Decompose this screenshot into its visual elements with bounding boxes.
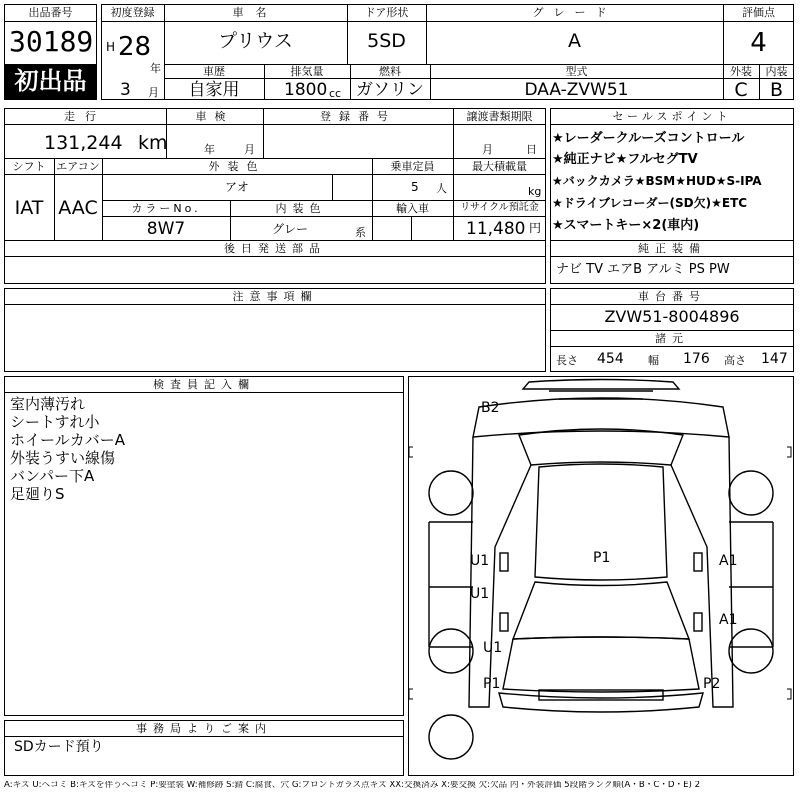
load-label: 最大積載量 <box>472 160 527 173</box>
right-side-outline <box>671 437 733 707</box>
inspection-label: 車検 <box>195 110 234 123</box>
height-value: 147 <box>761 351 788 367</box>
width-value: 176 <box>683 351 710 367</box>
first-reg-label: 初度登録 <box>110 6 155 19</box>
model-value: DAA-ZVW51 <box>524 80 629 100</box>
displacement-unit: cc <box>329 87 342 100</box>
front-bumper-outline <box>523 380 679 390</box>
sales-point-5: ★スマートキー×2(車内) <box>552 218 700 233</box>
right-mirror <box>694 553 702 571</box>
shift-label: シフト <box>12 160 46 173</box>
capacity-label: 乗車定員 <box>390 160 435 173</box>
car-outline-diagram <box>409 377 793 775</box>
front-right-wheel <box>729 471 773 515</box>
left-side-outline <box>469 437 531 707</box>
door-label: ドア形状 <box>364 6 409 19</box>
equipment-value: ナビ TV エアB アルミ PS PW <box>556 262 730 277</box>
right-rear-bracket <box>787 689 791 699</box>
inspector-label: 検査員記入欄 <box>153 378 255 391</box>
left-rear-bracket <box>409 689 413 699</box>
sales-point-4: ★ドライブレコーダー(SD欠)★ETC <box>552 196 748 210</box>
fuel-label: 燃料 <box>379 65 401 78</box>
mileage-unit: km <box>138 132 168 154</box>
inspection-month-unit: 月 <box>244 143 255 156</box>
mark-a1-right-front: A1 <box>719 553 738 569</box>
rear-left-wheel <box>429 629 473 673</box>
notes-label: 注意事項欄 <box>232 290 318 303</box>
mark-a1-right-rear: A1 <box>719 612 738 628</box>
history-label: 車歴 <box>203 65 225 78</box>
trunk-outline <box>503 637 699 692</box>
shift-value: IAT <box>14 197 44 219</box>
mark-u1-left-rear: U1 <box>470 586 490 602</box>
car-name: プリウス <box>218 30 293 52</box>
color-value: アオ <box>225 180 249 194</box>
mileage-value: 131,244 <box>44 132 123 154</box>
sales-point-1: ★レーダークルーズコントロール <box>552 131 745 146</box>
displacement-value: 1800 <box>284 80 328 100</box>
inspector-line-4: 外装うすい線傷 <box>10 449 116 467</box>
exterior-grade: C <box>734 79 748 101</box>
lot-number: 30189 <box>9 25 94 58</box>
inspector-line-1: 室内薄汚れ <box>10 395 86 413</box>
spare-wheel <box>429 715 473 759</box>
chassis-label: 車台番号 <box>638 290 706 303</box>
mark-u1-left-front: U1 <box>470 553 490 569</box>
left-mirror-2 <box>500 613 508 631</box>
ac-label: エアコン <box>56 160 100 173</box>
reg-year: 28 <box>118 32 152 62</box>
interior-label: 内装 <box>765 65 788 78</box>
recycle-value: 11,480 <box>466 219 526 239</box>
score-label: 評価点 <box>742 6 775 19</box>
mark-b2: B2 <box>481 400 500 416</box>
right-doors-outline <box>729 522 773 647</box>
int-color-label: 内装色 <box>275 202 327 215</box>
mark-p1-rear: P1 <box>483 676 501 692</box>
displacement-label: 排気量 <box>290 65 324 78</box>
office-value: SDカード預り <box>14 739 104 755</box>
lot-label: 出品番号 <box>28 6 73 19</box>
exterior-label: 外装 <box>730 65 752 78</box>
dimensions-label: 諸元 <box>655 332 689 345</box>
car-name-label: 車名 <box>232 6 279 19</box>
reg-month-unit: 月 <box>148 86 159 99</box>
front-left-wheel <box>429 471 473 515</box>
grade-value: A <box>568 30 581 52</box>
rear-right-wheel <box>729 629 773 673</box>
int-color-unit: 系 <box>355 226 366 239</box>
recycle-unit: 円 <box>529 221 542 235</box>
load-unit: kg <box>528 185 542 198</box>
door-type: 5SD <box>367 30 406 52</box>
length-value: 454 <box>597 351 624 367</box>
inspector-line-5: バンパー下A <box>10 467 95 485</box>
damage-diagram-box <box>408 376 794 776</box>
color-no-label: カラーNo. <box>131 202 201 215</box>
length-label: 長さ <box>556 354 578 367</box>
inspector-line-2: シートすれ小 <box>10 413 100 431</box>
inspector-line-6: 足廻りS <box>10 485 65 503</box>
right-fender-bracket <box>787 447 791 457</box>
int-color-value: グレー <box>271 222 308 236</box>
capacity-value: 5 <box>411 180 419 194</box>
sales-points-label: セールスポイント <box>612 110 732 123</box>
later-parts-label: 後日発送部品 <box>224 242 326 255</box>
regno-label: 登録番号 <box>320 110 396 123</box>
mark-u1-left-quarter: U1 <box>483 640 503 656</box>
mark-p1-roof: P1 <box>593 550 611 566</box>
windshield-outline <box>519 429 683 465</box>
right-mirror-2 <box>694 613 702 631</box>
rear-window-outline <box>513 582 689 639</box>
left-fender-bracket <box>409 447 413 457</box>
transfer-label: 譲渡書類期限 <box>466 110 533 123</box>
color-label: 外装色 <box>208 160 266 173</box>
damage-legend: A:キズ U:ヘコミ B:キズを伴うヘコミ P:要塗装 W:補修跡 S:錆 C:腐食、穴 G:フロントガラス点キズ XX:交換済み X:要交換 欠:欠品 内・外装評価 5段階ランク順(A・B・C・D・E) 2 <box>4 781 701 790</box>
capacity-unit: 人 <box>436 182 447 195</box>
sales-point-2: ★純正ナビ★フルセグTV <box>552 152 698 167</box>
recycle-label: リサイクル預託金 <box>460 202 539 213</box>
first-listing-badge: 初出品 <box>5 64 96 99</box>
ac-value: AAC <box>58 197 98 219</box>
equipment-label: 純正装備 <box>638 242 706 255</box>
inspection-year-unit: 年 <box>204 143 215 156</box>
chassis-value: ZVW51-8004896 <box>604 307 740 326</box>
sales-point-3: ★バックカメラ★BSM★HUD★S-IPA <box>552 174 762 188</box>
rear-bumper-outline <box>499 693 703 712</box>
mark-p2-rear: P2 <box>703 676 721 692</box>
reg-year-unit: 年 <box>150 62 161 75</box>
reg-month: 3 <box>120 80 131 100</box>
color-no-value: 8W7 <box>146 219 186 239</box>
height-label: 高さ <box>724 354 746 367</box>
hood-outline <box>473 398 729 437</box>
import-label: 輸入車 <box>396 202 429 215</box>
inspector-line-3: ホイールカバーA <box>10 431 125 449</box>
score-value: 4 <box>750 28 767 58</box>
transfer-month-unit: 月 <box>482 143 493 156</box>
mileage-label: 走行 <box>64 110 106 123</box>
left-doors-outline <box>429 522 473 647</box>
interior-grade: B <box>769 79 784 101</box>
grade-label: グレード <box>532 6 617 19</box>
fuel-value: ガソリン <box>356 80 424 100</box>
width-label: 幅 <box>648 354 659 367</box>
history-value: 自家用 <box>188 80 240 100</box>
left-mirror <box>500 553 508 571</box>
era: H <box>106 40 116 54</box>
transfer-day-unit: 日 <box>526 143 537 156</box>
model-label: 型式 <box>565 65 588 78</box>
office-label: 事務局よりご案内 <box>136 722 272 735</box>
